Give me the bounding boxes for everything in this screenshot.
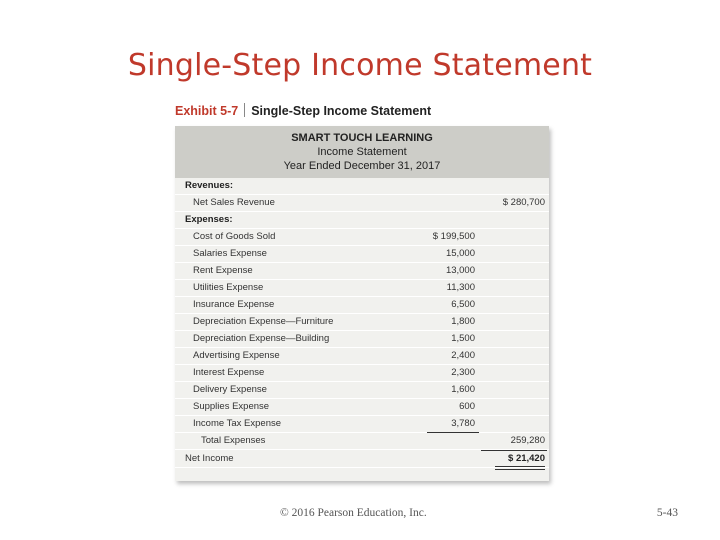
row-amount-value: 600 [459, 401, 475, 412]
row-label: Salaries Expense [193, 248, 267, 259]
row-total-value: $ 280,700 [502, 197, 545, 208]
section-heading-expenses: Expenses: [185, 214, 233, 225]
exhibit-title: Single-Step Income Statement [251, 104, 432, 118]
net-income-double-underline [495, 466, 545, 470]
exhibit-divider [244, 103, 245, 117]
table-row [175, 178, 549, 195]
table-row [175, 263, 549, 280]
row-label: Cost of Goods Sold [193, 231, 276, 242]
row-amount-value: 1,800 [451, 316, 475, 327]
table-row [175, 314, 549, 331]
row-label: Total Expenses [201, 435, 266, 446]
row-label: Income Tax Expense [193, 418, 282, 429]
table-row [175, 433, 549, 450]
table-row [175, 451, 549, 468]
table-row [175, 348, 549, 365]
table-row [175, 416, 549, 433]
table-row [175, 399, 549, 416]
row-label: Supplies Expense [193, 401, 270, 412]
row-label: Net Income [185, 453, 234, 464]
section-heading-revenues: Revenues: [185, 180, 234, 191]
table-row [175, 280, 549, 297]
table-row [175, 365, 549, 382]
row-label: Advertising Expense [193, 350, 280, 361]
statement-header [175, 126, 549, 178]
exhibit-label: Exhibit 5-7 [175, 104, 239, 118]
row-amount-value: 2,400 [451, 350, 475, 361]
row-label: Insurance Expense [193, 299, 275, 310]
row-total-value: 259,280 [510, 435, 545, 446]
slide-title: Single-Step Income Statement [127, 48, 593, 83]
row-amount-value: 6,500 [451, 299, 475, 310]
net-income-value: $ 21,420 [508, 453, 545, 464]
row-amount-value: 1,500 [451, 333, 475, 344]
row-label: Delivery Expense [193, 384, 267, 395]
table-row [175, 212, 549, 229]
row-label: Utilities Expense [193, 282, 264, 293]
row-amount-value: 2,300 [451, 367, 475, 378]
table-row [175, 297, 549, 314]
row-label: Rent Expense [193, 265, 253, 276]
row-label: Depreciation Expense—Building [193, 333, 330, 344]
row-amount-value: 3,780 [451, 418, 475, 429]
row-amount-value: 15,000 [445, 248, 475, 259]
row-amount-value: 1,600 [451, 384, 475, 395]
row-label: Depreciation Expense—Furniture [193, 316, 334, 327]
row-amount-value: 13,000 [445, 265, 475, 276]
table-row [175, 246, 549, 263]
table-row [175, 331, 549, 348]
table-row [175, 382, 549, 399]
row-amount-value: $ 199,500 [432, 231, 475, 242]
income-statement-table [175, 126, 549, 481]
table-row [175, 229, 549, 246]
statement-name: Income Statement [317, 146, 407, 158]
company-name: SMART TOUCH LEARNING [291, 132, 433, 144]
table-row [175, 195, 549, 212]
page-number: 5-43 [656, 507, 678, 519]
row-label: Interest Expense [193, 367, 265, 378]
footer-copyright: © 2016 Pearson Education, Inc. [280, 507, 427, 519]
statement-period: Year Ended December 31, 2017 [283, 160, 441, 172]
exhibit-header [175, 103, 431, 119]
row-label: Net Sales Revenue [193, 197, 275, 208]
row-amount-value: 11,300 [446, 282, 475, 293]
